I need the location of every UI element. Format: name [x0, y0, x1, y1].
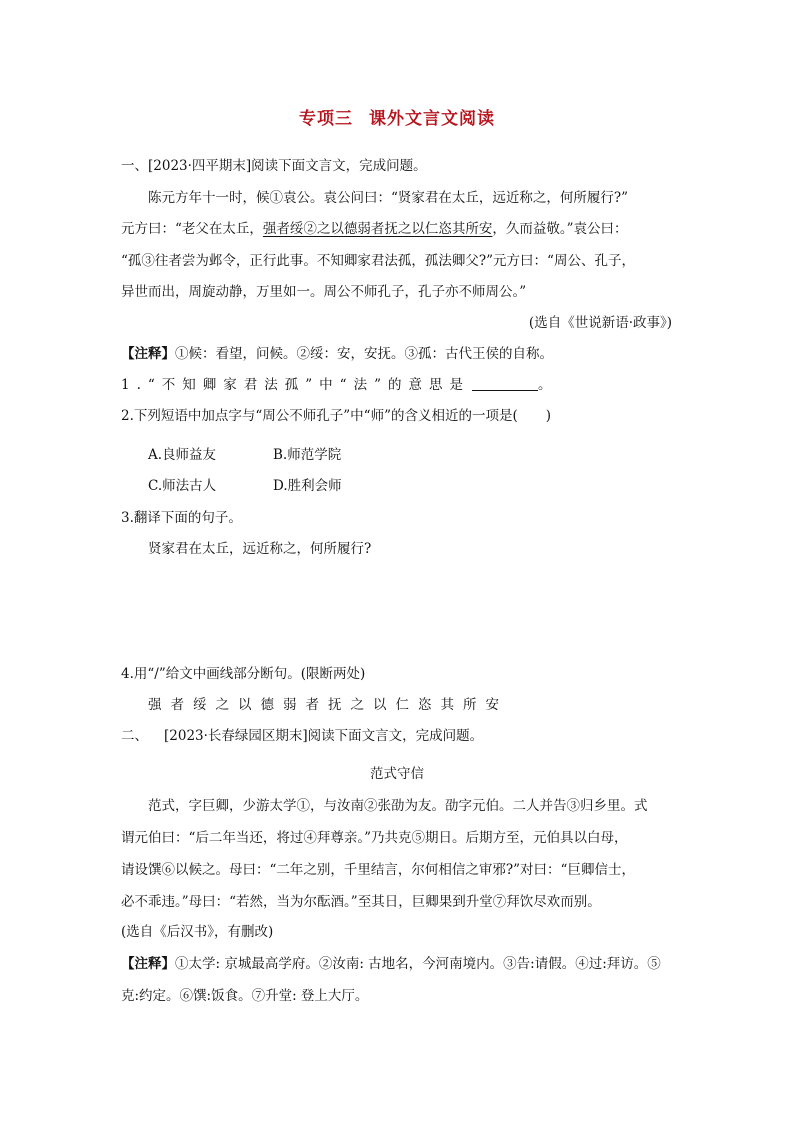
passage1-line2-pre: 元方曰：“老父在太丘， — [121, 221, 263, 237]
question-4-sentence — [148, 695, 508, 715]
passage2-source: (选自《后汉书》，有删改) — [121, 924, 274, 940]
answer-blank[interactable] — [472, 376, 538, 391]
page-title — [0, 104, 794, 129]
passage2-line4: 必不乖违。”母曰：“若然，当为尔酝酒。”至其日，巨卿果到升堂⑦拜饮尽欢而别。 — [121, 894, 601, 910]
passage1-source: (选自《世说新语·政事》) — [528, 315, 672, 331]
option-c: C.师法古人 — [148, 478, 217, 494]
notes2-line2: 克:约定。⑥馔:饭食。⑦升堂: 登上大厅。 — [121, 988, 369, 1004]
option-d: D.胜利会师 — [273, 478, 342, 494]
passage1-line1: 陈元方年十一时，候①袁公。袁公问曰：“贤家君在太丘，远近称之，何所履行?” — [148, 190, 629, 206]
passage2-line3: 请设馔⑥以候之。母曰：“二年之别，千里结言，尔何相信之审邪?”对曰：“巨卿信士， — [121, 862, 635, 878]
section2-header-text: [2023·长春绿园区期末]阅读下面文言文，完成问题。 — [164, 728, 484, 744]
notes1-label: 【注释】 — [121, 346, 175, 362]
passage2-line1: 范式，字巨卿，少游太学①，与汝南②张劭为友。劭字元伯。二人并告③归乡里。式 — [148, 798, 648, 814]
title-part2: 课外文言文阅读 — [369, 109, 495, 129]
question-1-end: 。 — [538, 377, 552, 393]
question-2-end: ) — [545, 408, 552, 424]
question-4-sentence-text: 强者绥之以德弱者抚之以仁恣其所安 — [148, 697, 508, 713]
title-part1: 专项三 — [299, 109, 353, 129]
passage1-line2-post: ，久而益敬。”袁公曰： — [492, 221, 628, 237]
question-1-text: 1.“不知卿家君法孤”中“法”的意思是 — [121, 377, 470, 393]
notes1-text: ①候：看望，问候。②绥：安，安抚。③孤：古代王侯的自称。 — [175, 346, 553, 362]
notes2-text1: ①太学: 京城最高学府。②汝南: 古地名，今河南境内。③告:请假。④过:拜访。⑤ — [175, 956, 661, 972]
underlined-sentence: 强者绥②之以德弱者抚之以仁恣其所安 — [262, 221, 493, 237]
notes1 — [121, 344, 553, 364]
question-4: 4.用“/”给文中画线部分断句。(限断两处) — [121, 666, 366, 682]
question-2 — [121, 406, 551, 426]
question-3: 3.翻译下面的句子。 — [121, 510, 242, 526]
question-3-sentence: 贤家君在太丘，远近称之，何所履行? — [148, 541, 372, 557]
option-a: A.良师益友 — [148, 447, 217, 463]
notes2-label: 【注释】 — [121, 956, 175, 972]
passage1-line2 — [121, 219, 628, 239]
section2-header — [121, 726, 483, 746]
section2-number: 二、 — [121, 728, 148, 744]
passage2-title: 范式守信 — [370, 766, 424, 782]
notes2-line1 — [121, 954, 661, 974]
question-1 — [121, 375, 552, 395]
question-2-text: 2.下列短语中加点字与“周公不师孔子”中“师”的含义相近的一项是( — [121, 408, 518, 424]
passage1-line3: “孤③往者尝为邺令，正行此事。不知卿家君法孤，孤法卿父?”元方曰：“周公、孔子， — [121, 253, 635, 269]
section1-header: 一、[2023·四平期末]阅读下面文言文，完成问题。 — [121, 158, 427, 174]
option-b: B.师范学院 — [273, 447, 342, 463]
passage2-line2: 谓元伯曰：“后二年当还，将过④拜尊亲。”乃共克⑤期日。后期方至，元伯具以白母， — [121, 830, 628, 846]
passage1-line4: 异世而出，周旋动静，万里如一。周公不师孔子，孔子亦不师周公。” — [121, 284, 527, 300]
